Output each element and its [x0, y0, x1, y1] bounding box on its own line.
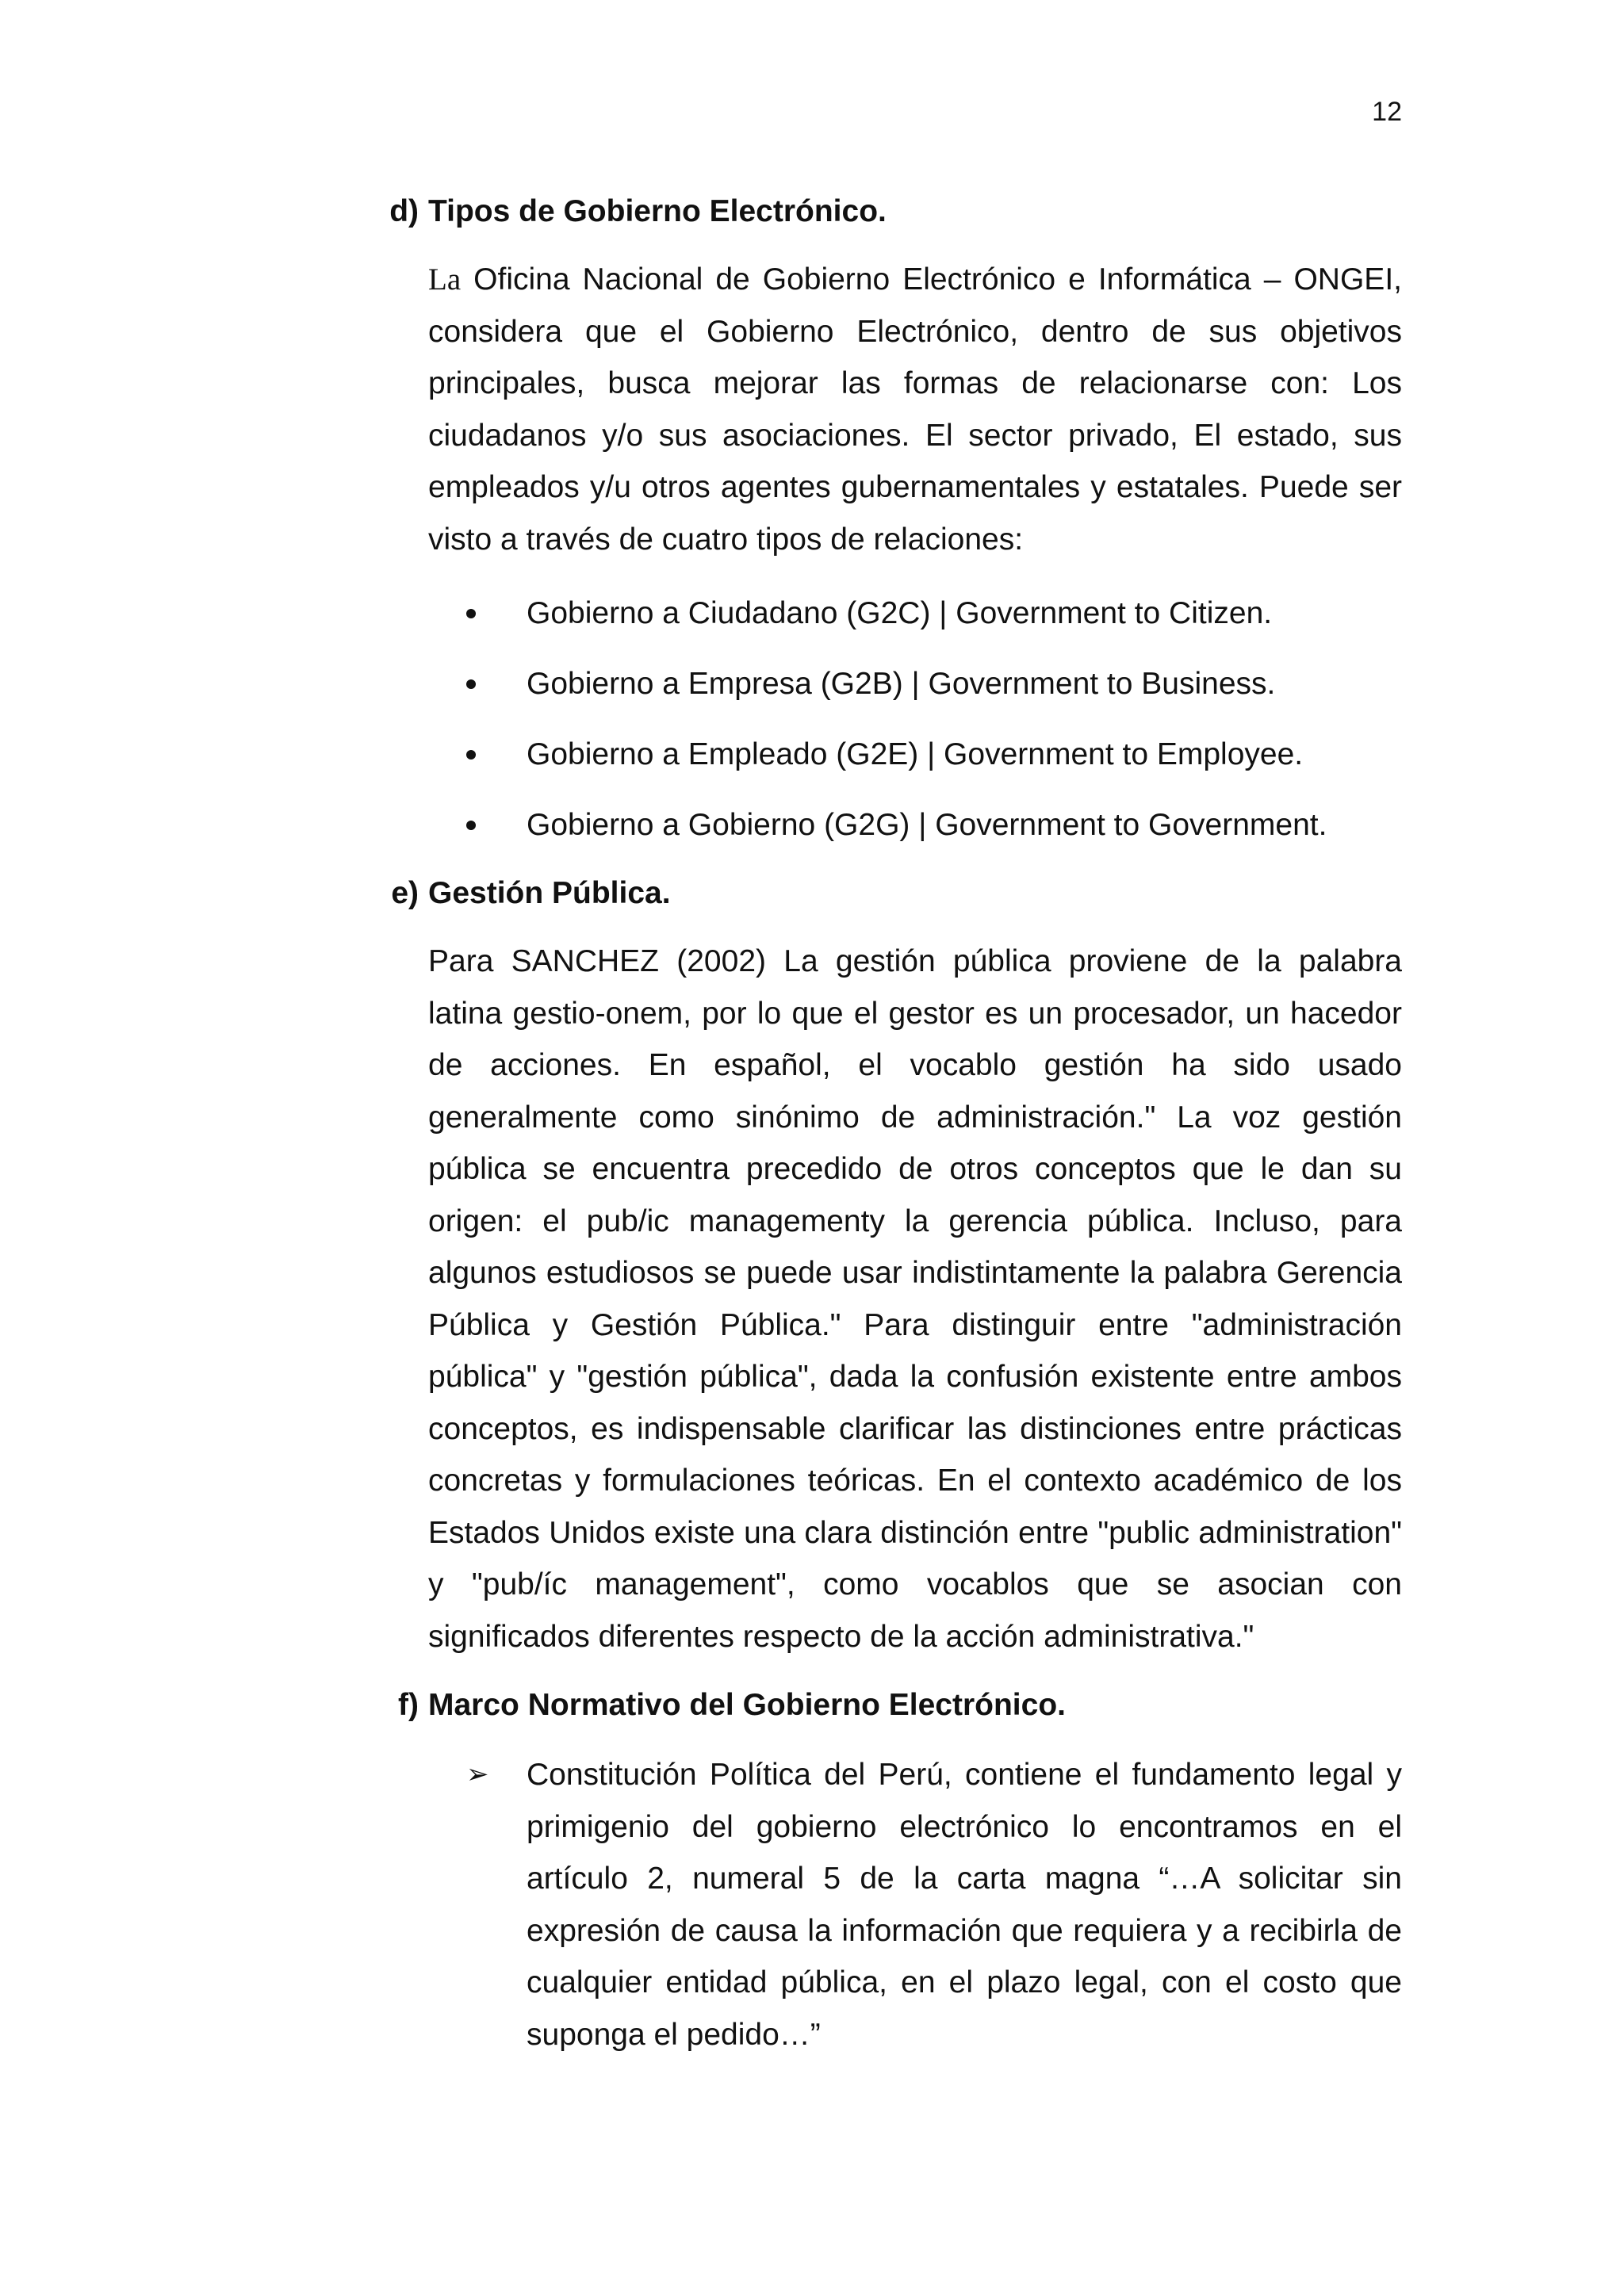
section-letter-d: d)	[389, 194, 419, 228]
bullet-icon	[466, 609, 476, 618]
legal-framework-text: Constitución Política del Perú, contiene el fundamento legal y primigenio del gobierno electrónico lo encontramos en el artículo 2, numeral 5 de la carta magna “…A solicitar sin expresión de causa la información que requiera y a recibirla de cualquier entidad pública, en el plazo legal, con el costo que suponga el pedido…”	[527, 1758, 1402, 2052]
section-title-d: Tipos de Gobierno Electrónico.	[428, 194, 887, 228]
list-item	[428, 664, 1402, 735]
paragraph-ongei	[428, 254, 1402, 565]
legal-framework-item	[428, 1749, 1402, 2061]
bullet-icon	[466, 679, 476, 689]
bullet-icon	[466, 750, 476, 760]
paragraph-first-word: La	[428, 262, 462, 297]
section-heading-e	[391, 874, 671, 913]
list-item-text: Gobierno a Empleado (G2E) | Government to Employee.	[527, 737, 1304, 771]
section-heading-d	[389, 192, 887, 232]
list-item-text: Gobierno a Ciudadano (G2C) | Government to Citizen.	[527, 596, 1273, 630]
section-letter-f: f)	[398, 1688, 419, 1722]
paragraph-gestion-publica: Para SANCHEZ (2002) La gestión pública proviene de la palabra latina gestio-onem, por lo que el gestor es un procesador, un hacedor de acciones. En español, el vocablo gestión ha sido usado generalmente como sinónimo de administración." La voz gestión pública se encuentra precedido de otros conceptos que le dan su origen: el pub/ic managementy la gerencia pública. Incluso, para algunos estudiosos se puede usar indistintamente la palabra Gerencia Pública y Gestión Pública." Para distinguir entre "administración pública" y "gestión pública", dada la confusión existente entre ambos conceptos, es indispensable clarificar las distinciones entre prácticas concretas y formulaciones teóricas. En el contexto académico de los Estados Unidos existe una clara distinción entre "public administration" y "pub/íc management", como vocablos que se asocian con significados diferentes respecto de la acción administrativa."	[428, 944, 1402, 1654]
list-item	[428, 594, 1402, 664]
section-title-e: Gestión Pública.	[428, 876, 671, 910]
list-item-text: Gobierno a Empresa (G2B) | Government to Business.	[527, 667, 1276, 701]
section-letter-e: e)	[391, 876, 419, 910]
bullet-icon	[466, 821, 476, 830]
list-item	[428, 735, 1402, 806]
section-heading-f	[398, 1686, 1066, 1725]
list-item	[428, 806, 1402, 876]
paragraph-ongei-text: Oficina Nacional de Gobierno Electrónico e Informática – ONGEI, considera que el Gobierno Electrónico, dentro de sus objetivos principales, busca mejorar las formas de relacionarse con: Los ciudadanos y/o sus asociaciones. El sector privado, El estado, sus empleados y/u otros agentes gubernamentales y estatales. Puede ser visto a través de cuatro tipos de relaciones:	[428, 262, 1402, 557]
list-item-text: Gobierno a Gobierno (G2G) | Government to Government.	[527, 808, 1327, 842]
page-number: 12	[1372, 97, 1402, 127]
section-title-f: Marco Normativo del Gobierno Electrónico.	[428, 1688, 1066, 1722]
arrow-bullet-icon: ➢	[466, 1758, 489, 1790]
relation-types-list	[428, 594, 1402, 876]
